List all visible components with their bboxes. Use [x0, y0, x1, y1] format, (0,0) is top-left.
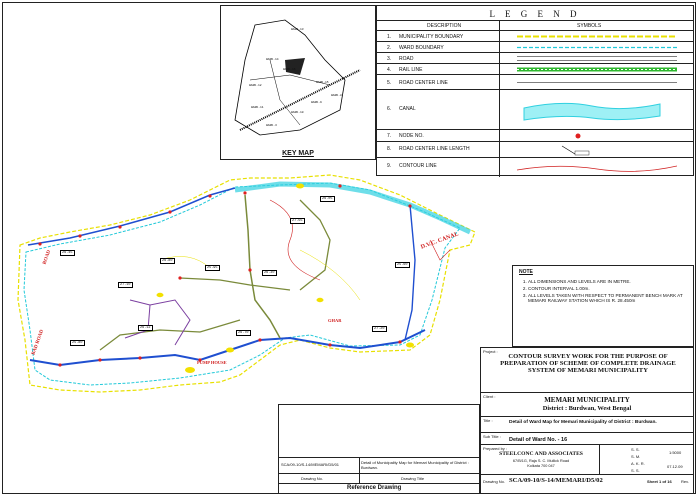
key-map-ward-label: WARD-11 — [251, 106, 264, 109]
pump-house-label: PUMP HOUSE — [197, 360, 227, 365]
legend-label: CONTOUR LINE — [399, 163, 437, 169]
legend-num: 6. — [387, 106, 392, 112]
legend-symbol-municipality-boundary — [517, 34, 677, 39]
node-value-label: 26.80 — [162, 259, 173, 263]
client-label: Client : — [483, 394, 496, 399]
note-item: 2. CONTOUR INTERVAL 1.00m. — [528, 286, 687, 291]
road-inner-1 — [245, 195, 280, 338]
legend-num: 3. — [387, 56, 392, 62]
client-name: MEMARI MUNICIPALITY — [544, 396, 630, 404]
node-value-label: 26.12 — [140, 326, 151, 330]
subtitle-label: Sub Title : — [483, 434, 501, 439]
legend-label: NODE NO. — [399, 133, 424, 139]
key-map-ward-label: WARD-3 — [266, 124, 277, 127]
designed-by: S. S. — [631, 447, 640, 452]
subtitle: Detail of Ward No. - 16 — [509, 437, 568, 443]
key-map-ward-label: WARD-8 — [331, 94, 342, 97]
title-label: Title : — [483, 418, 493, 423]
rev-label: Rev. — [681, 479, 689, 484]
road-inner-3 — [300, 200, 330, 290]
note-title: NOTE — [519, 269, 533, 275]
legend-row — [377, 74, 693, 90]
legend-symbol-canal — [522, 98, 662, 124]
node-value-label: 26.05 — [322, 197, 333, 201]
key-map-title: KEY MAP — [282, 150, 314, 157]
legend-symbol-contour-line — [517, 161, 677, 175]
key-map-ward-label: WARD-16 — [283, 68, 296, 71]
legend-title: L E G E N D — [489, 9, 581, 19]
prepared-label: Prepared by : — [483, 446, 508, 451]
lane-1 — [130, 300, 190, 345]
road-bottom-left-label: BAD ROAD — [31, 329, 46, 356]
road-north — [28, 188, 235, 245]
company-address-1: 67/B/1G, Raja S. C. Mullick Road — [512, 459, 570, 463]
drawing-no-row — [481, 474, 693, 488]
drawing-list-entry-no: SCA/09-10/S-14/MEMARI/D5/01 — [281, 462, 340, 467]
legend-label: WARD BOUNDARY — [399, 45, 444, 51]
project-title: CONTOUR SURVEY WORK FOR THE PURPOSE OF PREPARATION OF SCHEME OF COMPLETE DRAINAGE SYSTEM OF MEMARI MUNICIPALITY — [500, 353, 676, 374]
client-district: District : Burdwan, West Bengal — [542, 405, 632, 412]
legend-row — [377, 141, 693, 158]
legend-num: 2. — [387, 45, 392, 51]
note-item: 1. ALL DIMENSIONS AND LEVELS ARE IN METRE. — [528, 279, 687, 284]
title-block — [480, 347, 694, 494]
key-map-ward-label: WARD-15 — [316, 81, 329, 84]
node-value-label: 27.10 — [120, 283, 131, 287]
legend-num: 9. — [387, 163, 392, 169]
drawing-list-col-title: Drawing Title — [401, 476, 425, 481]
drawing-no: SCA/09-10/S-14/MEMARI/D5/02 — [509, 477, 603, 484]
drawn-by: S. M. — [631, 454, 641, 459]
drawing-list-entry-title: Detail of Municipality Map for Memari Municipality of District : Burdwan. — [361, 460, 469, 470]
note-box — [512, 265, 694, 347]
node-value-label: 26.30 — [264, 271, 275, 275]
node-value-label: 25.60 — [397, 263, 408, 267]
reference-drawing-list — [278, 404, 480, 494]
company-name: STEELCONC AND ASSOCIATES — [499, 451, 583, 457]
legend-symbol-road-center-line — [517, 80, 677, 85]
drawing-list-divider — [279, 483, 479, 484]
legend-label: RAIL LINE — [399, 67, 423, 73]
node-value-label: 26.45 — [62, 251, 73, 255]
legend-symbol-node — [573, 132, 585, 140]
scale: 1:5000 — [669, 450, 682, 455]
key-map — [220, 5, 376, 160]
legend-label: CANAL — [399, 106, 416, 112]
key-map-ward-label: WARD-14 — [266, 58, 279, 61]
key-map-ward-label: WARD-12 — [249, 84, 262, 87]
key-map-ward-label: WARD-9 — [311, 101, 322, 104]
drawing-list-divider — [279, 473, 479, 474]
legend-col-symbols: SYMBOLS — [577, 23, 602, 29]
legend-label: ROAD — [399, 56, 414, 62]
client-row — [481, 392, 693, 417]
drawing-no-label: Drawing No. — [483, 479, 506, 484]
drawing-list-divider — [279, 457, 479, 458]
company-address-2: Kolkata 700 047 — [527, 464, 555, 468]
main-road — [30, 330, 425, 365]
date: 07.12.09 — [667, 464, 683, 469]
node-value-label: 27.55 — [292, 219, 303, 223]
canal-label: D.V.C. CANAL — [420, 231, 460, 251]
legend-num: 4. — [387, 67, 392, 73]
key-map-ward-label: WARD-13 — [291, 28, 304, 31]
legend — [376, 5, 694, 176]
checked-by: A. K. R. — [631, 461, 645, 466]
node-value-label: 25.95 — [207, 266, 218, 270]
legend-label: ROAD CENTER LINE LENGTH — [399, 146, 470, 152]
note-item: 3. ALL LEVELS TAKEN WITH RESPECT TO PERMANENT BENCH MARK AT MEMARI RAILWAY STATION WHICH IS R. 28.450m — [528, 293, 687, 303]
road-east — [405, 205, 415, 340]
sheet-no: Sheet 1 of 16 — [647, 479, 672, 484]
node-value-label: 25.80 — [72, 341, 83, 345]
drawing-list-col-divider — [359, 457, 360, 484]
meta-divider — [599, 445, 600, 475]
legend-num: 8. — [387, 146, 392, 152]
nodes — [38, 184, 411, 366]
key-map-ward-label: WARD-10 — [291, 111, 304, 114]
legend-row — [377, 157, 693, 177]
legend-col-description: DESCRIPTION — [427, 23, 462, 29]
road-inner-2 — [180, 278, 290, 290]
drawing-list-footer: Reference Drawing — [347, 485, 402, 491]
legend-num: 1. — [387, 34, 392, 40]
project-label: Project : — [483, 349, 498, 354]
title-row — [481, 416, 693, 433]
drawing-title: Detail of Ward Map for Memari Municipality of District : Burdwan. — [509, 420, 657, 425]
road-left-label: ROAD — [42, 249, 53, 266]
approved-by: S. S. — [631, 468, 640, 473]
road-inner-4 — [100, 320, 240, 350]
drawing-list-col-no: Drawing No. — [301, 476, 324, 481]
canal — [235, 184, 470, 232]
legend-symbol-road — [517, 55, 677, 62]
node-value-label: 27.20 — [374, 327, 385, 331]
ghar-label: GHAR — [328, 318, 342, 323]
legend-symbol-center-line-length — [557, 144, 597, 156]
legend-num: 7. — [387, 133, 392, 139]
prepared-row — [481, 444, 693, 475]
legend-row — [377, 89, 693, 130]
legend-symbol-rail-line — [517, 66, 677, 73]
legend-symbol-ward-boundary — [517, 45, 677, 50]
legend-num: 5. — [387, 80, 392, 86]
node-value-label: 26.70 — [238, 331, 249, 335]
legend-label: MUNICIPALITY BOUNDARY — [399, 34, 464, 40]
legend-label: ROAD CENTER LINE — [399, 80, 448, 86]
